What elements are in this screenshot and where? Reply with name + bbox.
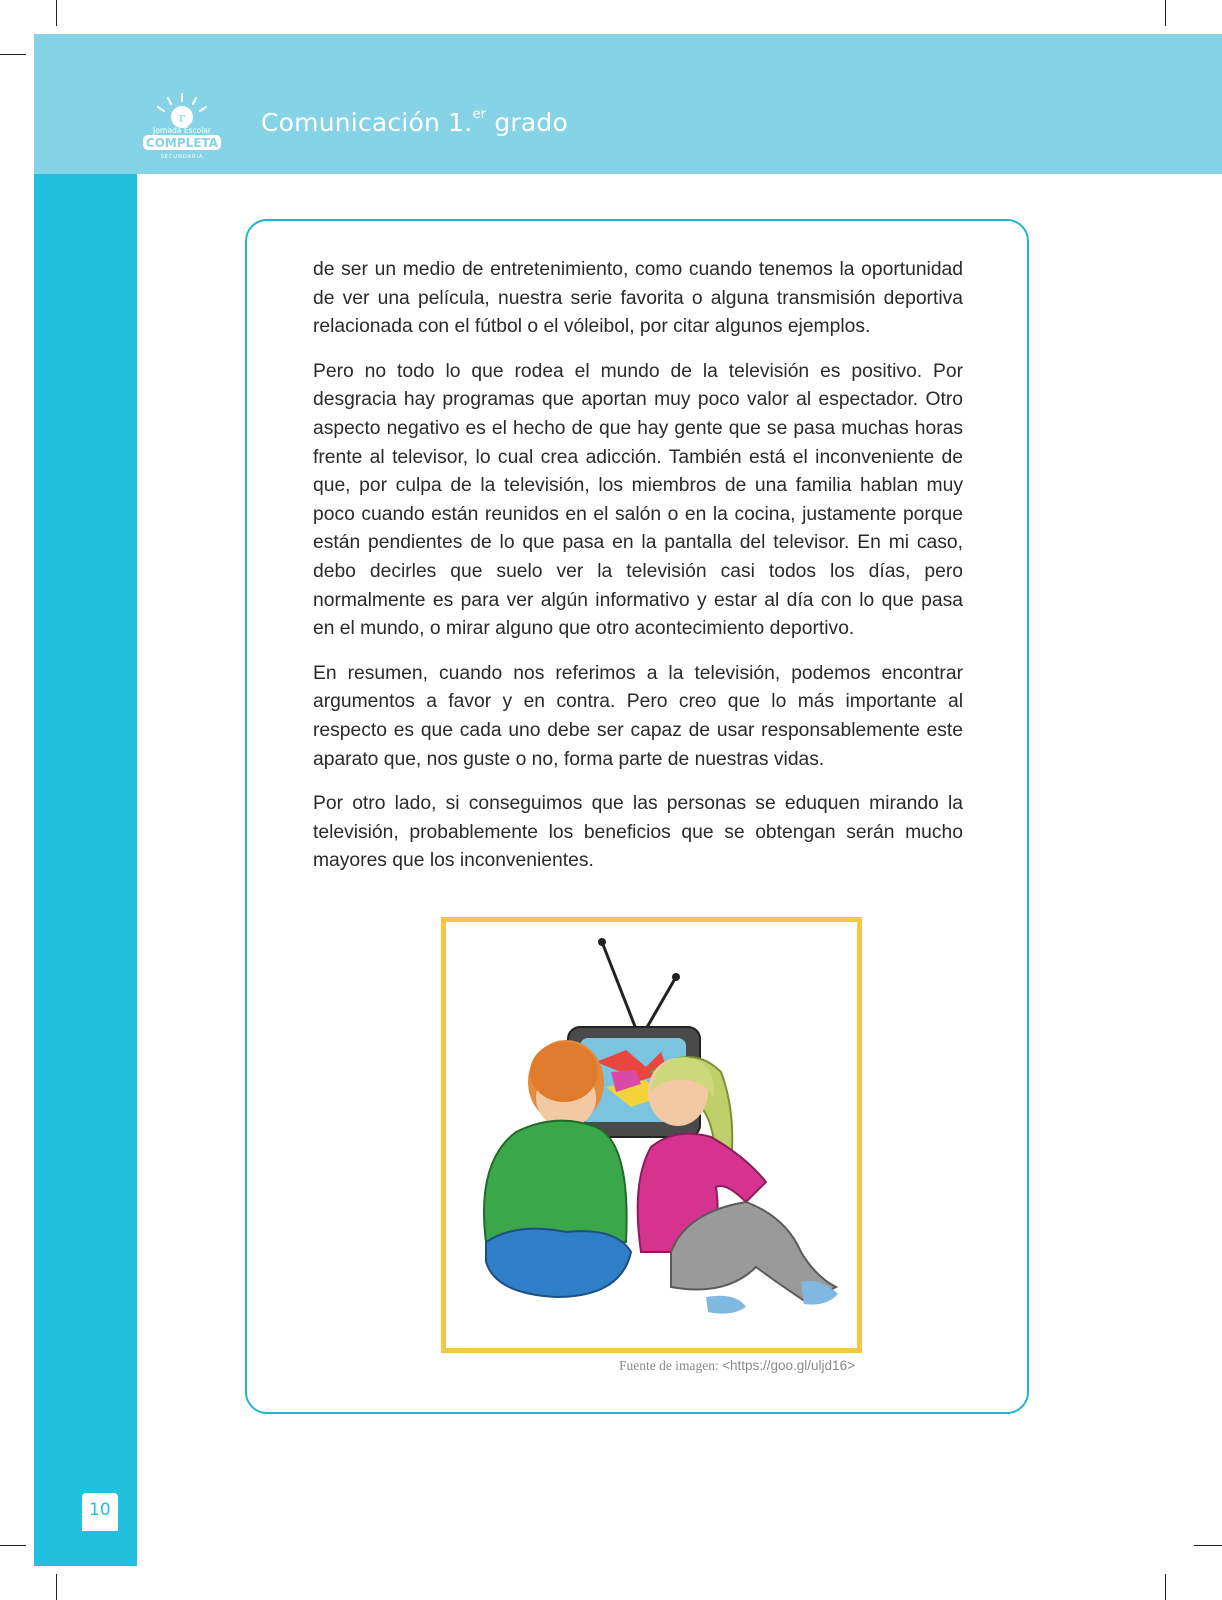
title-superscript: er xyxy=(472,106,487,122)
caption-label: Fuente de imagen: xyxy=(619,1358,723,1373)
crop-mark xyxy=(1194,1545,1222,1546)
crop-mark xyxy=(0,1545,26,1546)
title-main: Comunicación 1. xyxy=(261,108,473,137)
logo-main-text: COMPLETA xyxy=(145,136,219,150)
reading-text xyxy=(313,256,963,892)
page-title xyxy=(261,108,568,137)
logo-top-text: Jornada Escolar xyxy=(153,126,211,135)
paragraph: Pero no todo lo que rodea el mundo de la televisión es positivo. Por desgracia hay programas que aportan muy poco valor al espectador. Otro aspecto negativo es el hecho de que hay gente que se pasa muchas horas frente al televisor, lo cual crea adicción. También está el inconveniente de que, por culpa de la televisión, los miembros de una familia hablan muy poco cuando están reunidos en el salón o en la cocina, justamente porque están pendientes de lo que pasa en la pantalla del televisor. En mi caso, debo decirles que suelo ver la televisión casi todos los días, pero normalmente es para ver algún informativo y estar al día con lo que pasa en el mundo, o mirar alguno que otro acontecimiento deportivo. xyxy=(313,360,963,640)
crop-mark xyxy=(1165,0,1166,26)
logo-bottom-text: SECUNDARIA xyxy=(160,154,204,160)
side-band xyxy=(34,174,137,1566)
crop-mark xyxy=(56,0,57,26)
image-caption xyxy=(619,1358,855,1374)
paragraph: de ser un medio de entretenimiento, como cuando tenemos la oportunidad de ver una película, nuestra serie favorita o alguna transmisión deportiva relacionada con el fútbol o el vóleibol, por citar algunos ejemplos. xyxy=(313,259,963,338)
crop-mark xyxy=(1165,1574,1166,1600)
crop-mark xyxy=(56,1574,57,1600)
caption-url: <https://goo.gl/uljd16> xyxy=(722,1358,855,1373)
paragraph: En resumen, cuando nos referimos a la televisión, podemos encontrar argumentos a favor y en contra. Pero creo que lo más importante al respecto es que cada uno debe ser capaz de usar responsablemente este aparato que, nos guste o no, forma parte de nuestras vidas. xyxy=(313,662,963,770)
title-tail: grado xyxy=(486,108,568,137)
svg-text:r: r xyxy=(178,111,186,126)
page-number: 10 xyxy=(89,1500,111,1520)
school-logo xyxy=(138,92,226,162)
crop-mark xyxy=(0,54,26,55)
tv-illustration xyxy=(441,917,862,1353)
paragraph: Por otro lado, si conseguimos que las personas se eduquen mirando la televisión, probablemente los beneficios que se obtengan serán mucho mayores que los inconvenientes. xyxy=(313,793,963,872)
